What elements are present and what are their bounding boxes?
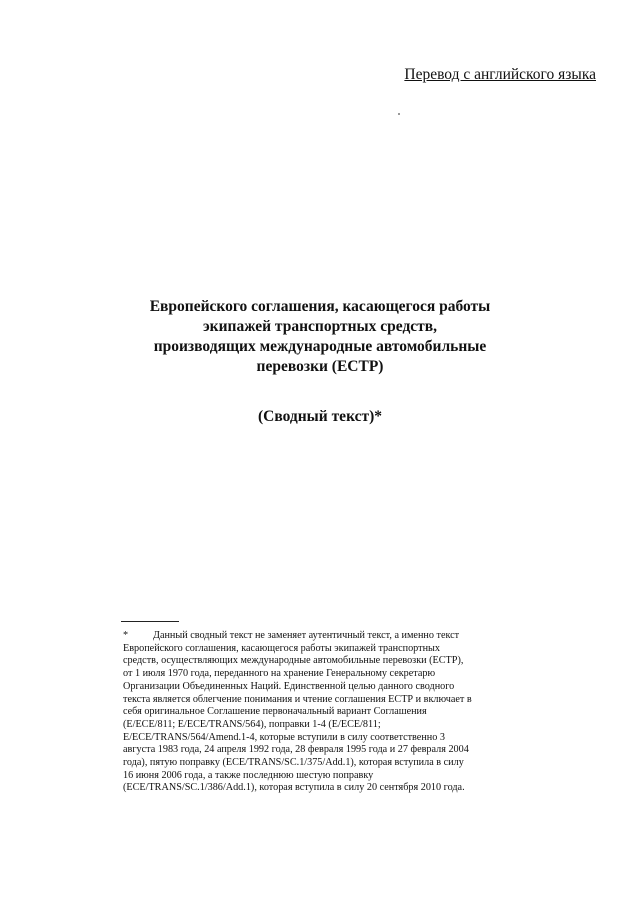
footnote-line: от 1 июля 1970 года, переданного на хранение Генеральному секретарю (123, 668, 436, 680)
scan-speck (398, 113, 400, 115)
footnote-line-text: Данный сводный текст не заменяет аутентичный текст, а именно текст (153, 630, 460, 641)
footnote-line: Организации Объединенных Наций. Единственной целью данного сводного (123, 680, 455, 692)
footnote-line: (E/ECE/811; E/ECE/TRANS/564), поправки 1-4 (E/ECE/811; (123, 718, 381, 730)
footnote-line: средств, осуществляющих международные автомобильные перевозки (ЕСТР), (123, 655, 464, 667)
footnote-line: (ECE/TRANS/SC.1/386/Add.1), которая вступила в силу 20 сентября 2010 года. (123, 782, 465, 794)
footnote-marker: * (123, 630, 129, 641)
document-title (0, 297, 640, 377)
footnote-line: августа 1983 года, 24 апреля 1992 года, 28 февраля 1995 года и 27 февраля 2004 (123, 744, 469, 756)
footnote-line: Европейского соглашения, касающегося работы экипажей транспортных (123, 642, 440, 654)
footnote-line: E/ECE/TRANS/564/Amend.1-4, которые вступили в силу соответственно 3 (123, 731, 445, 743)
title-line: перевозки (ЕСТР) (256, 358, 384, 375)
footnote (123, 630, 518, 795)
footnote-line (123, 630, 518, 643)
title-line: производящих международные автомобильные (153, 338, 487, 355)
footnote-line: 16 июня 2006 года, а также последнюю шестую поправку (123, 769, 374, 781)
title-line: Европейского соглашения, касающегося работы (149, 298, 491, 315)
footnote-line: себя оригинальное Соглашение первоначальный вариант Соглашения (123, 706, 427, 718)
translation-note: Перевод с английского языка (404, 66, 596, 83)
footnote-line: года), пятую поправку (ECE/TRANS/SC.1/375/Add.1), которая вступила в силу (123, 757, 464, 769)
document-subtitle: (Сводный текст)* (257, 408, 383, 425)
footnote-separator (121, 621, 179, 622)
title-line: экипажей транспортных средств, (202, 318, 438, 335)
footnote-line: текста является облегчение понимания и чтение соглашения ЕСТР и включает в (123, 693, 472, 705)
